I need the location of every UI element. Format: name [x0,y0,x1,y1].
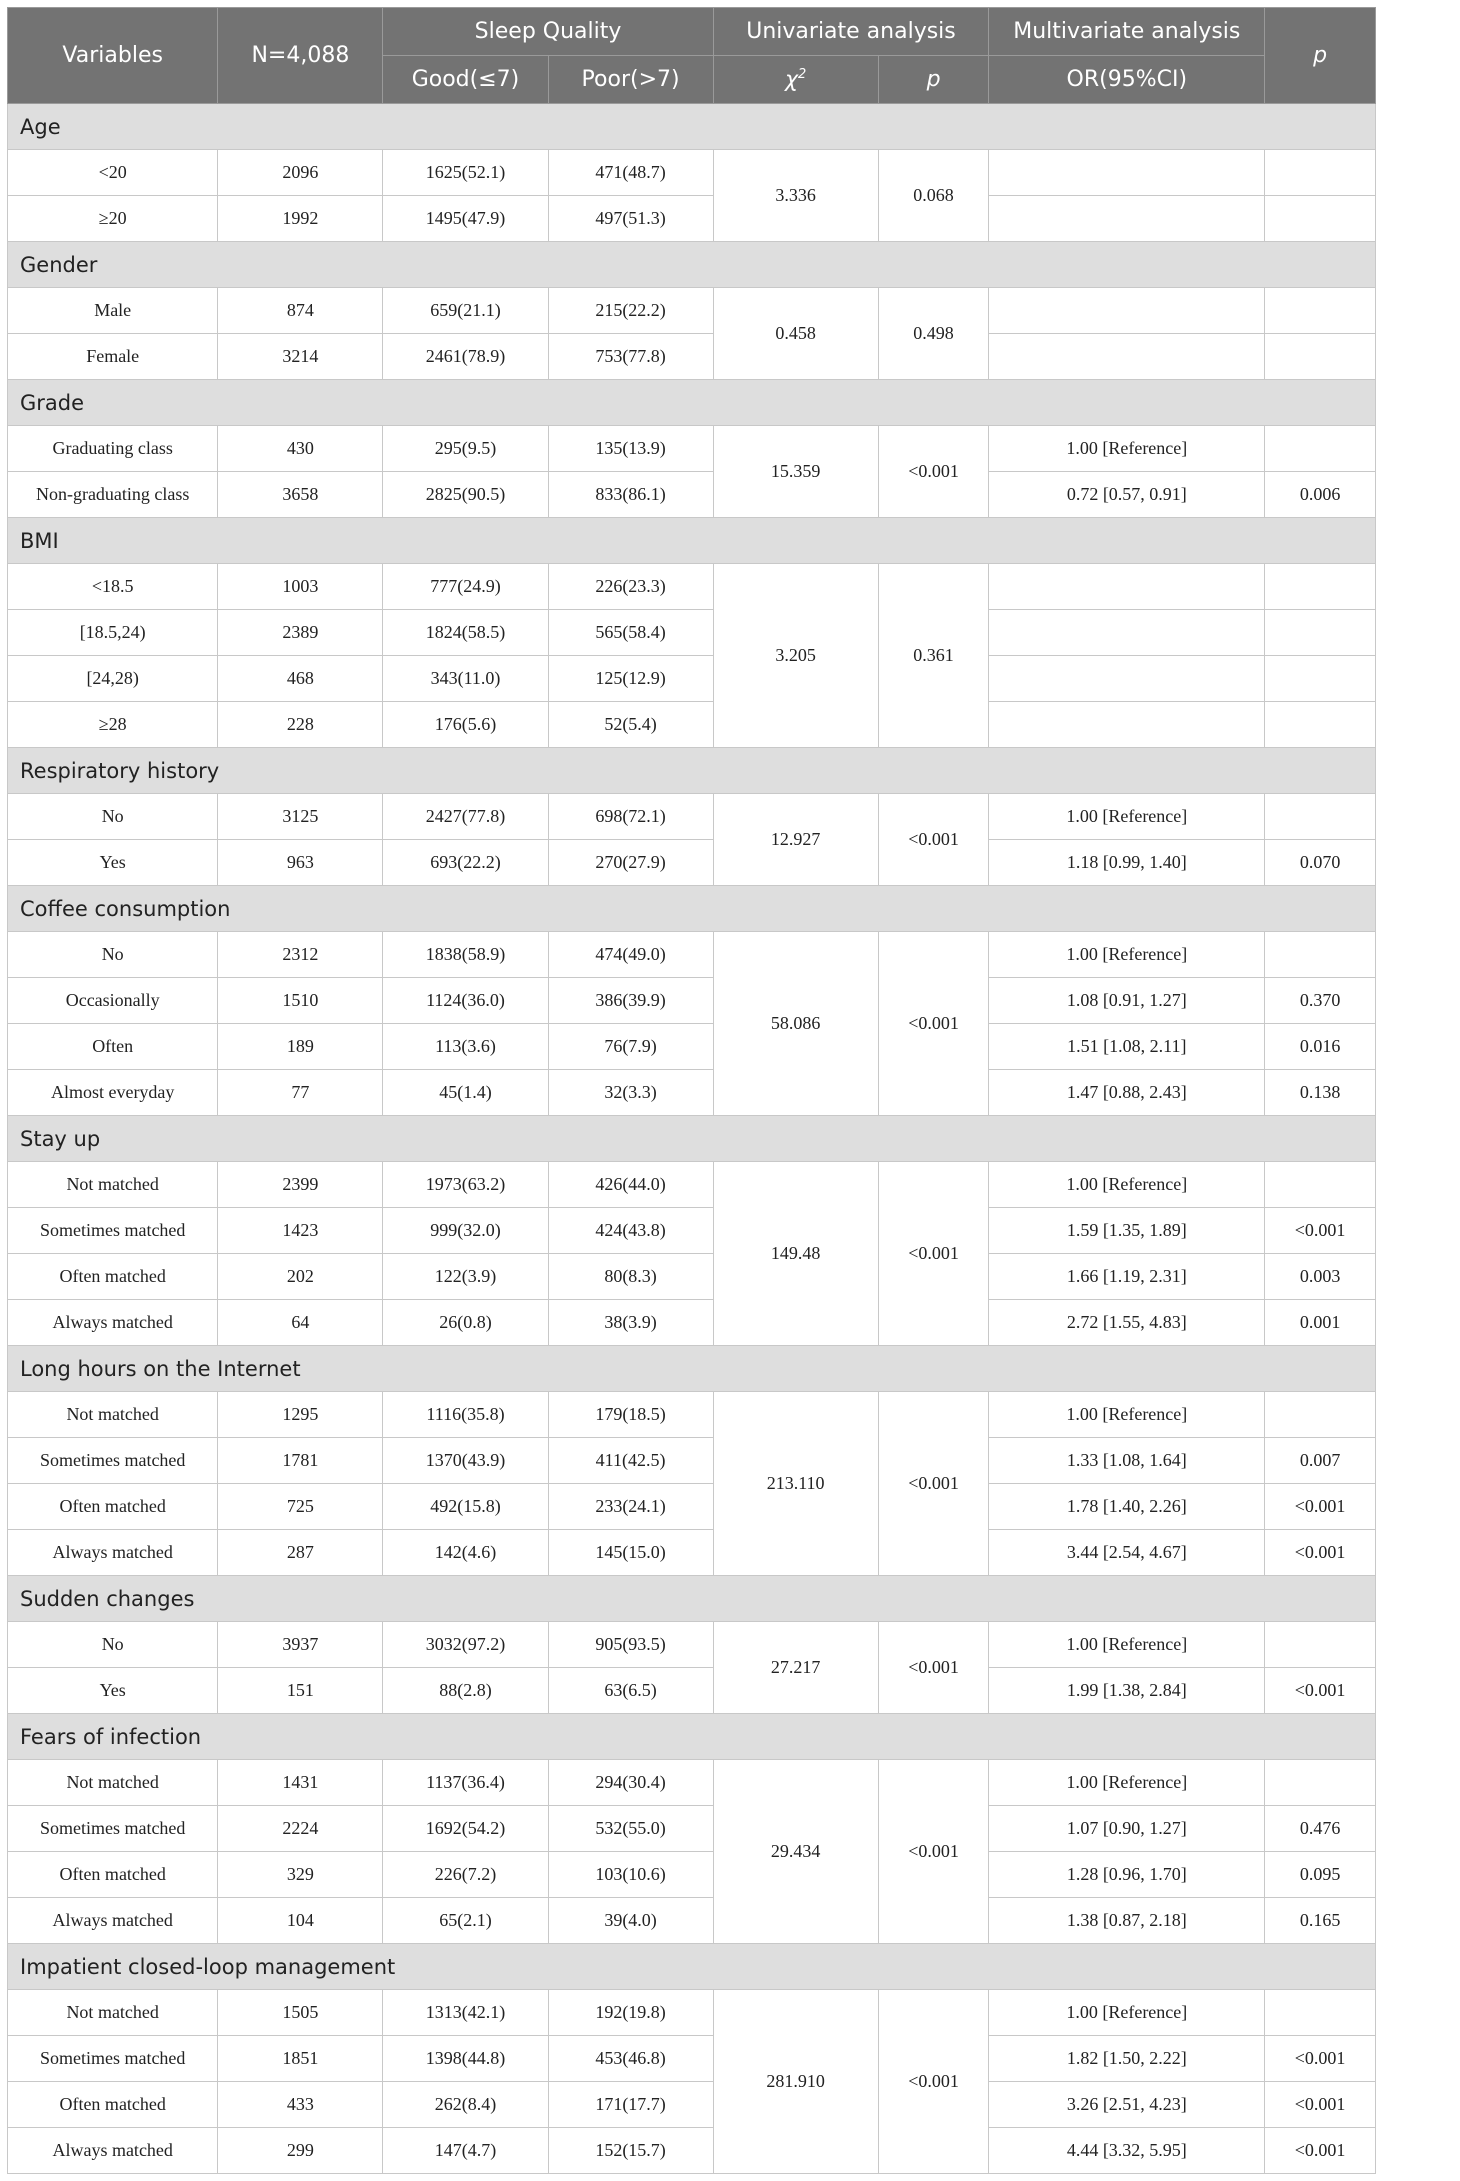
cell-p-multivariate: <0.001 [1265,1208,1376,1254]
group-title: BMI [8,518,1376,564]
header-n: N=4,088 [218,8,383,104]
table-row [8,288,1376,334]
cell-p-univariate: 0.068 [878,150,989,242]
table-row [8,2082,1376,2128]
cell-good: 1313(42.1) [383,1990,548,2036]
group-header-row [8,886,1376,932]
cell-poor: 270(27.9) [548,840,713,886]
header-multivariate: Multivariate analysis [989,8,1265,56]
group-header-row [8,1714,1376,1760]
cell-poor: 833(86.1) [548,472,713,518]
group-title: Sudden changes [8,1576,1376,1622]
cell-good: 26(0.8) [383,1300,548,1346]
table-row [8,1300,1376,1346]
cell-n: 329 [218,1852,383,1898]
table-row [8,1162,1376,1208]
cell-p-multivariate [1265,1392,1376,1438]
cell-poor: 565(58.4) [548,610,713,656]
cell-n: 1851 [218,2036,383,2082]
cell-poor: 471(48.7) [548,150,713,196]
cell-or: 1.00 [Reference] [989,1760,1265,1806]
table-row [8,1484,1376,1530]
table-row [8,702,1376,748]
group-header-row [8,1346,1376,1392]
group-title: Fears of infection [8,1714,1376,1760]
cell-p-multivariate [1265,196,1376,242]
cell-or: 1.47 [0.88, 2.43] [989,1070,1265,1116]
cell-poor: 532(55.0) [548,1806,713,1852]
cell-poor: 76(7.9) [548,1024,713,1070]
table-row [8,1668,1376,1714]
group-title: Coffee consumption [8,886,1376,932]
table-row [8,610,1376,656]
group-header-row [8,242,1376,288]
cell-poor: 179(18.5) [548,1392,713,1438]
cell-n: 725 [218,1484,383,1530]
cell-p-multivariate [1265,794,1376,840]
cell-poor: 424(43.8) [548,1208,713,1254]
cell-or: 1.59 [1.35, 1.89] [989,1208,1265,1254]
cell-poor: 38(3.9) [548,1300,713,1346]
cell-variable: Always matched [8,2128,218,2174]
cell-or: 1.00 [Reference] [989,794,1265,840]
table-row [8,978,1376,1024]
cell-chi-square: 15.359 [713,426,878,518]
chi-superscript: 2 [798,66,807,82]
cell-poor: 411(42.5) [548,1438,713,1484]
cell-poor: 698(72.1) [548,794,713,840]
cell-good: 1973(63.2) [383,1162,548,1208]
cell-poor: 152(15.7) [548,2128,713,2174]
cell-or [989,196,1265,242]
cell-good: 1838(58.9) [383,932,548,978]
cell-variable: Male [8,288,218,334]
cell-p-multivariate [1265,702,1376,748]
cell-variable: Yes [8,1668,218,1714]
cell-good: 226(7.2) [383,1852,548,1898]
group-header-row [8,1576,1376,1622]
cell-variable: Often matched [8,1254,218,1300]
header-sleep-quality: Sleep Quality [383,8,713,56]
cell-n: 468 [218,656,383,702]
cell-n: 1510 [218,978,383,1024]
cell-chi-square: 58.086 [713,932,878,1116]
group-header-row [8,1116,1376,1162]
cell-n: 3214 [218,334,383,380]
cell-good: 999(32.0) [383,1208,548,1254]
cell-variable: [24,28) [8,656,218,702]
cell-p-univariate: 0.498 [878,288,989,380]
table-row [8,1208,1376,1254]
cell-p-multivariate: 0.095 [1265,1852,1376,1898]
group-title: Respiratory history [8,748,1376,794]
table-row [8,1806,1376,1852]
cell-n: 2224 [218,1806,383,1852]
cell-good: 2427(77.8) [383,794,548,840]
cell-n: 430 [218,426,383,472]
cell-or: 1.99 [1.38, 2.84] [989,1668,1265,1714]
cell-good: 65(2.1) [383,1898,548,1944]
cell-poor: 171(17.7) [548,2082,713,2128]
table-row [8,1622,1376,1668]
group-title: Stay up [8,1116,1376,1162]
cell-p-multivariate: 0.070 [1265,840,1376,886]
cell-chi-square: 149.48 [713,1162,878,1346]
table-row [8,1852,1376,1898]
cell-or [989,702,1265,748]
table-row [8,2128,1376,2174]
cell-good: 1692(54.2) [383,1806,548,1852]
cell-n: 1781 [218,1438,383,1484]
cell-variable: Often matched [8,1484,218,1530]
cell-poor: 103(10.6) [548,1852,713,1898]
cell-poor: 63(6.5) [548,1668,713,1714]
cell-p-multivariate: <0.001 [1265,1530,1376,1576]
cell-n: 2399 [218,1162,383,1208]
cell-n: 1431 [218,1760,383,1806]
cell-poor: 497(51.3) [548,196,713,242]
cell-or [989,150,1265,196]
cell-or: 4.44 [3.32, 5.95] [989,2128,1265,2174]
header-or: OR(95%CI) [989,56,1265,104]
cell-chi-square: 0.458 [713,288,878,380]
cell-poor: 226(23.3) [548,564,713,610]
cell-variable: Sometimes matched [8,1806,218,1852]
cell-or: 1.08 [0.91, 1.27] [989,978,1265,1024]
cell-good: 295(9.5) [383,426,548,472]
cell-n: 963 [218,840,383,886]
cell-p-multivariate: 0.165 [1265,1898,1376,1944]
cell-chi-square: 3.205 [713,564,878,748]
cell-n: 2096 [218,150,383,196]
cell-good: 262(8.4) [383,2082,548,2128]
cell-p-multivariate: 0.007 [1265,1438,1376,1484]
header-univariate: Univariate analysis [713,8,989,56]
cell-p-univariate: <0.001 [878,932,989,1116]
cell-or: 2.72 [1.55, 4.83] [989,1300,1265,1346]
cell-chi-square: 12.927 [713,794,878,886]
cell-p-multivariate [1265,1760,1376,1806]
cell-p-multivariate: <0.001 [1265,2128,1376,2174]
cell-p-multivariate: 0.370 [1265,978,1376,1024]
cell-variable: No [8,1622,218,1668]
cell-variable: Graduating class [8,426,218,472]
table-row [8,656,1376,702]
cell-variable: Often [8,1024,218,1070]
cell-chi-square: 27.217 [713,1622,878,1714]
table-row [8,150,1376,196]
cell-or: 1.00 [Reference] [989,1392,1265,1438]
cell-good: 2461(78.9) [383,334,548,380]
cell-or [989,564,1265,610]
group-title: Gender [8,242,1376,288]
cell-or: 1.51 [1.08, 2.11] [989,1024,1265,1070]
cell-variable: Not matched [8,1760,218,1806]
table-row [8,1760,1376,1806]
cell-poor: 32(3.3) [548,1070,713,1116]
cell-good: 3032(97.2) [383,1622,548,1668]
cell-p-multivariate [1265,334,1376,380]
cell-good: 122(3.9) [383,1254,548,1300]
cell-good: 88(2.8) [383,1668,548,1714]
cell-n: 77 [218,1070,383,1116]
cell-chi-square: 281.910 [713,1990,878,2174]
header-poor: Poor(>7) [548,56,713,104]
cell-or: 1.00 [Reference] [989,932,1265,978]
cell-poor: 145(15.0) [548,1530,713,1576]
header-variables: Variables [8,8,218,104]
cell-or: 1.07 [0.90, 1.27] [989,1806,1265,1852]
cell-n: 3937 [218,1622,383,1668]
cell-n: 1295 [218,1392,383,1438]
cell-good: 1398(44.8) [383,2036,548,2082]
cell-p-multivariate: 0.006 [1265,472,1376,518]
cell-n: 189 [218,1024,383,1070]
cell-n: 1423 [218,1208,383,1254]
cell-n: 3658 [218,472,383,518]
group-title: Age [8,104,1376,150]
cell-poor: 905(93.5) [548,1622,713,1668]
cell-variable: Not matched [8,1990,218,2036]
cell-good: 2825(90.5) [383,472,548,518]
cell-good: 113(3.6) [383,1024,548,1070]
cell-good: 1116(35.8) [383,1392,548,1438]
cell-n: 874 [218,288,383,334]
cell-variable: Sometimes matched [8,2036,218,2082]
header-chi-square [713,56,878,104]
cell-variable: Always matched [8,1300,218,1346]
cell-or: 0.72 [0.57, 0.91] [989,472,1265,518]
cell-n: 151 [218,1668,383,1714]
results-table [7,7,1376,2174]
cell-p-univariate: <0.001 [878,794,989,886]
table-row [8,840,1376,886]
cell-variable: <20 [8,150,218,196]
cell-good: 777(24.9) [383,564,548,610]
cell-good: 659(21.1) [383,288,548,334]
cell-p-multivariate [1265,932,1376,978]
cell-p-multivariate: 0.003 [1265,1254,1376,1300]
cell-or [989,288,1265,334]
table-row [8,1070,1376,1116]
cell-poor: 386(39.9) [548,978,713,1024]
table-container [7,7,1376,2174]
cell-poor: 474(49.0) [548,932,713,978]
cell-p-univariate: <0.001 [878,1760,989,1944]
cell-or: 1.00 [Reference] [989,426,1265,472]
cell-or: 3.44 [2.54, 4.67] [989,1530,1265,1576]
cell-p-univariate: <0.001 [878,1990,989,2174]
table-row [8,2036,1376,2082]
cell-or: 1.00 [Reference] [989,1162,1265,1208]
cell-good: 1824(58.5) [383,610,548,656]
cell-p-univariate: <0.001 [878,1622,989,1714]
cell-p-multivariate: <0.001 [1265,1484,1376,1530]
cell-poor: 294(30.4) [548,1760,713,1806]
cell-p-multivariate [1265,656,1376,702]
cell-poor: 52(5.4) [548,702,713,748]
header-p-multivariate: p [1265,8,1376,104]
table-row [8,1392,1376,1438]
cell-variable: ≥20 [8,196,218,242]
cell-n: 104 [218,1898,383,1944]
cell-chi-square: 213.110 [713,1392,878,1576]
cell-or: 1.66 [1.19, 2.31] [989,1254,1265,1300]
cell-p-multivariate: 0.138 [1265,1070,1376,1116]
cell-n: 1003 [218,564,383,610]
cell-variable: Sometimes matched [8,1208,218,1254]
cell-p-multivariate: <0.001 [1265,2036,1376,2082]
table-row [8,1438,1376,1484]
cell-good: 176(5.6) [383,702,548,748]
cell-poor: 39(4.0) [548,1898,713,1944]
cell-chi-square: 29.434 [713,1760,878,1944]
header-p-univariate: p [878,56,989,104]
table-row [8,1898,1376,1944]
cell-or [989,610,1265,656]
cell-or: 1.00 [Reference] [989,1990,1265,2036]
cell-or: 1.18 [0.99, 1.40] [989,840,1265,886]
cell-variable: <18.5 [8,564,218,610]
cell-poor: 192(19.8) [548,1990,713,2036]
cell-variable: Non-graduating class [8,472,218,518]
table-row [8,1024,1376,1070]
cell-variable: Often matched [8,2082,218,2128]
cell-n: 228 [218,702,383,748]
chi-symbol: χ [784,67,799,93]
cell-poor: 453(46.8) [548,2036,713,2082]
cell-n: 299 [218,2128,383,2174]
cell-good: 343(11.0) [383,656,548,702]
cell-p-univariate: <0.001 [878,1392,989,1576]
group-header-row [8,748,1376,794]
table-row [8,472,1376,518]
group-header-row [8,1944,1376,1990]
cell-p-univariate: 0.361 [878,564,989,748]
group-header-row [8,380,1376,426]
cell-p-multivariate: 0.476 [1265,1806,1376,1852]
cell-variable: Often matched [8,1852,218,1898]
cell-p-multivariate: <0.001 [1265,2082,1376,2128]
cell-n: 2312 [218,932,383,978]
group-title: Grade [8,380,1376,426]
cell-poor: 215(22.2) [548,288,713,334]
cell-poor: 80(8.3) [548,1254,713,1300]
table-body [8,104,1376,2174]
cell-variable: Not matched [8,1392,218,1438]
cell-n: 64 [218,1300,383,1346]
group-header-row [8,518,1376,564]
table-row [8,1530,1376,1576]
table-row [8,564,1376,610]
cell-or: 1.28 [0.96, 1.70] [989,1852,1265,1898]
cell-n: 433 [218,2082,383,2128]
group-title: Long hours on the Internet [8,1346,1376,1392]
cell-p-univariate: <0.001 [878,426,989,518]
cell-variable: Not matched [8,1162,218,1208]
table-row [8,1990,1376,2036]
cell-p-multivariate [1265,288,1376,334]
table-row [8,932,1376,978]
cell-variable: Yes [8,840,218,886]
cell-or: 1.00 [Reference] [989,1622,1265,1668]
table-row [8,1254,1376,1300]
cell-or: 1.78 [1.40, 2.26] [989,1484,1265,1530]
cell-p-multivariate [1265,564,1376,610]
cell-variable: Sometimes matched [8,1438,218,1484]
cell-p-multivariate [1265,1162,1376,1208]
cell-n: 1992 [218,196,383,242]
table-row [8,334,1376,380]
cell-variable: Almost everyday [8,1070,218,1116]
cell-good: 45(1.4) [383,1070,548,1116]
cell-good: 1625(52.1) [383,150,548,196]
cell-variable: Female [8,334,218,380]
table-row [8,426,1376,472]
cell-p-multivariate [1265,1622,1376,1668]
cell-p-multivariate [1265,426,1376,472]
cell-variable: ≥28 [8,702,218,748]
cell-good: 147(4.7) [383,2128,548,2174]
table-header [8,8,1376,104]
group-header-row [8,104,1376,150]
cell-p-multivariate: 0.016 [1265,1024,1376,1070]
cell-n: 1505 [218,1990,383,2036]
cell-good: 492(15.8) [383,1484,548,1530]
cell-or: 1.82 [1.50, 2.22] [989,2036,1265,2082]
cell-n: 2389 [218,610,383,656]
cell-poor: 753(77.8) [548,334,713,380]
cell-or [989,334,1265,380]
cell-or: 3.26 [2.51, 4.23] [989,2082,1265,2128]
cell-or: 1.33 [1.08, 1.64] [989,1438,1265,1484]
table-row [8,196,1376,242]
cell-poor: 233(24.1) [548,1484,713,1530]
cell-variable: Always matched [8,1530,218,1576]
cell-chi-square: 3.336 [713,150,878,242]
cell-variable: No [8,794,218,840]
cell-n: 287 [218,1530,383,1576]
cell-poor: 125(12.9) [548,656,713,702]
cell-good: 1137(36.4) [383,1760,548,1806]
cell-p-multivariate: <0.001 [1265,1668,1376,1714]
cell-variable: Occasionally [8,978,218,1024]
group-title: Impatient closed-loop management [8,1944,1376,1990]
cell-variable: No [8,932,218,978]
cell-good: 693(22.2) [383,840,548,886]
cell-poor: 135(13.9) [548,426,713,472]
table-row [8,794,1376,840]
cell-p-multivariate [1265,1990,1376,2036]
cell-variable: Always matched [8,1898,218,1944]
cell-p-multivariate [1265,610,1376,656]
cell-good: 1495(47.9) [383,196,548,242]
cell-or: 1.38 [0.87, 2.18] [989,1898,1265,1944]
cell-p-multivariate: 0.001 [1265,1300,1376,1346]
cell-p-multivariate [1265,150,1376,196]
cell-p-univariate: <0.001 [878,1162,989,1346]
cell-good: 1124(36.0) [383,978,548,1024]
cell-good: 1370(43.9) [383,1438,548,1484]
header-good: Good(≤7) [383,56,548,104]
cell-poor: 426(44.0) [548,1162,713,1208]
cell-n: 202 [218,1254,383,1300]
cell-n: 3125 [218,794,383,840]
cell-or [989,656,1265,702]
cell-good: 142(4.6) [383,1530,548,1576]
cell-variable: [18.5,24) [8,610,218,656]
